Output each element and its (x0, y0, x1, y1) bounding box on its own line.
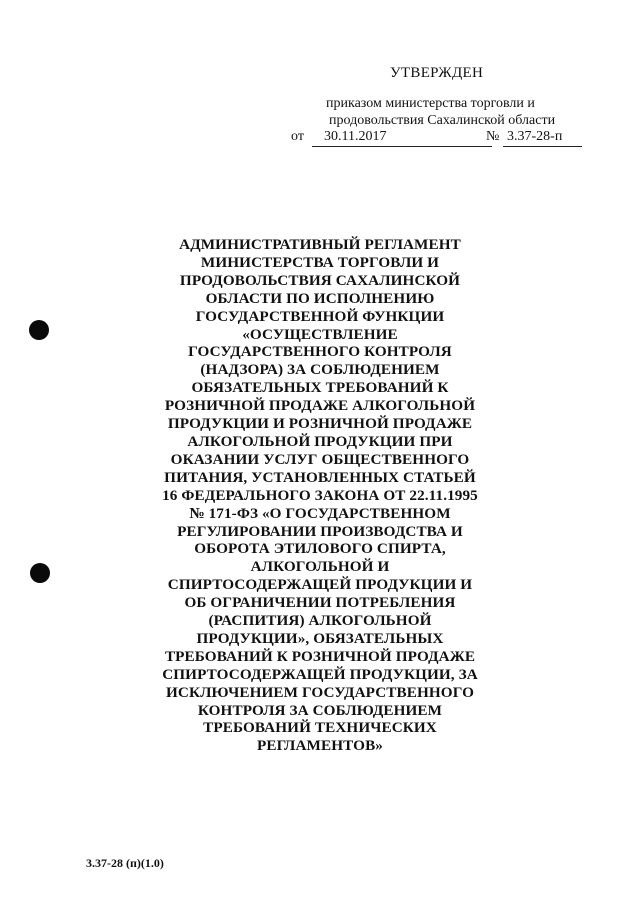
order-date: 30.11.2017 (324, 129, 387, 144)
approved-heading: УТВЕРЖДЕН (390, 65, 484, 81)
order-date-number-row (291, 129, 591, 151)
title-line: ОБЛАСТИ ПО ИСПОЛНЕНИЮ (205, 289, 435, 307)
title-line: ПРОДУКЦИИ И РОЗНИЧНОЙ ПРОДАЖЕ (167, 415, 473, 433)
title-line: МИНИСТЕРСТВА ТОРГОВЛИ И (200, 253, 440, 271)
title-line: ГОСУДАРСТВЕННОГО КОНТРОЛЯ (188, 343, 452, 361)
title-line: АДМИНИСТРАТИВНЫЙ РЕГЛАМЕНТ (179, 236, 461, 253)
title-line: ОБЯЗАТЕЛЬНЫХ ТРЕБОВАНИЙ К (191, 379, 449, 397)
punch-hole-icon (30, 563, 50, 583)
title-line: ТРЕБОВАНИЙ ТЕХНИЧЕСКИХ (203, 719, 437, 737)
date-prefix: от (291, 129, 304, 144)
title-line: СПИРТОСОДЕРЖАЩЕЙ ПРОДУКЦИИ, ЗА (162, 665, 478, 683)
title-line: АЛКОГОЛЬНОЙ И (250, 558, 390, 576)
order-text-line-2: продовольствия Сахалинской области (329, 113, 556, 128)
title-line: ТРЕБОВАНИЙ К РОЗНИЧНОЙ ПРОДАЖЕ (164, 647, 476, 665)
title-line: ГОСУДАРСТВЕННОЙ ФУНКЦИИ (195, 307, 445, 325)
title-line: (НАДЗОРА) ЗА СОБЛЮДЕНИЕМ (200, 361, 440, 379)
title-line: ПИТАНИЯ, УСТАНОВЛЕННЫХ СТАТЬЕЙ (164, 468, 476, 486)
title-line: ОКАЗАНИИ УСЛУГ ОБЩЕСТВЕННОГО (170, 450, 470, 468)
title-line: ИСКЛЮЧЕНИЕМ ГОСУДАРСТВЕННОГО (165, 683, 475, 701)
title-line: АЛКОГОЛЬНОЙ ПРОДУКЦИИ ПРИ (187, 432, 453, 450)
order-date-field (312, 129, 492, 147)
title-line: «ОСУЩЕСТВЛЕНИЕ (242, 325, 398, 343)
title-line: КОНТРОЛЯ ЗА СОБЛЮДЕНИЕМ (197, 701, 443, 719)
punch-hole-icon (29, 320, 49, 340)
title-line: № 171-ФЗ «О ГОСУДАРСТВЕННОМ (189, 504, 451, 522)
title-line: ОБ ОГРАНИЧЕНИИ ПОТРЕБЛЕНИЯ (184, 594, 456, 612)
title-line: СПИРТОСОДЕРЖАЩЕЙ ПРОДУКЦИИ И (167, 576, 473, 594)
regulation-title (130, 236, 510, 755)
document-code: 3.37-28 (п)(1.0) (86, 856, 164, 870)
title-line: ОБОРОТА ЭТИЛОВОГО СПИРТА, (194, 540, 446, 558)
title-line: (РАСПИТИЯ) АЛКОГОЛЬНОЙ (208, 612, 432, 630)
order-text-line-1: приказом министерства торговли и (326, 96, 535, 111)
number-sign: № (486, 129, 500, 144)
title-line: ПРОДОВОЛЬСТВИЯ САХАЛИНСКОЙ (179, 271, 461, 289)
order-number: 3.37-28-п (507, 129, 563, 144)
title-line: РЕГЛАМЕНТОВ» (256, 737, 383, 755)
title-line: ПРОДУКЦИИ», ОБЯЗАТЕЛЬНЫХ (196, 629, 444, 647)
approval-stamp (0, 0, 640, 160)
title-line: 16 ФЕДЕРАЛЬНОГО ЗАКОНА ОТ 22.11.1995 (162, 486, 478, 504)
title-line: РЕГУЛИРОВАНИИ ПРОИЗВОДСТВА И (177, 522, 463, 540)
title-line: РОЗНИЧНОЙ ПРОДАЖЕ АЛКОГОЛЬНОЙ (164, 397, 476, 415)
order-number-field (503, 129, 582, 147)
